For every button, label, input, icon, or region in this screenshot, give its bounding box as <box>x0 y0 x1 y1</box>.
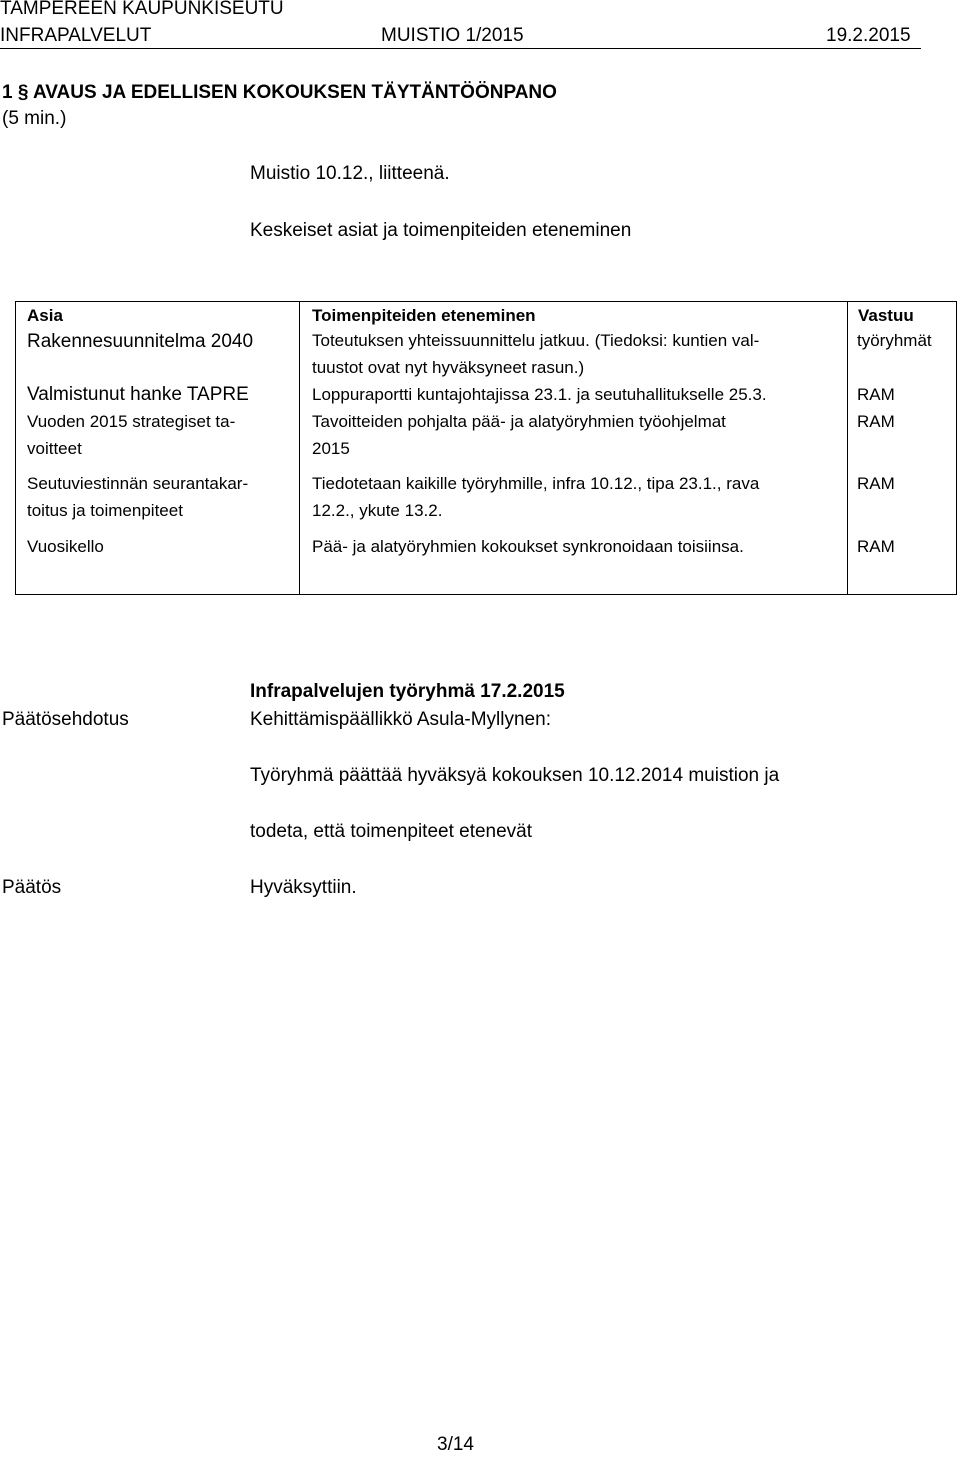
table-header-asia: Asia <box>27 306 63 325</box>
table-header-eteneminen: Toimenpiteiden eteneminen <box>312 306 536 325</box>
table-row-4-vastuu: RAM <box>857 474 895 493</box>
proposal-text-line2: todeta, että toimenpiteet etenevät <box>250 821 533 842</box>
header-rule <box>0 48 921 49</box>
table-row-5-asia: Vuosikello <box>27 537 104 556</box>
proposal-presenter: Kehittämispäällikkö Asula-Myllynen: <box>250 709 551 730</box>
decision-label: Päätös <box>2 877 62 898</box>
table-row-4-eteneminen-line2: 12.2., ykute 13.2. <box>312 501 443 520</box>
table-row-1-eteneminen-line1: Toteutuksen yhteissuunnittelu jatkuu. (Tiedoksi: kuntien val- <box>312 331 760 350</box>
proposal-group-heading: Infrapalvelujen työryhmä 17.2.2015 <box>250 681 565 702</box>
column-divider <box>847 302 848 594</box>
table-row-3-eteneminen-line2: 2015 <box>312 439 350 458</box>
table-row-3-vastuu: RAM <box>857 412 895 431</box>
header-org: TAMPEREEN KAUPUNKISEUTU <box>0 0 284 19</box>
table-row-4-eteneminen-line1: Tiedotetaan kaikille työryhmille, infra 10.12., tipa 23.1., rava <box>312 474 760 493</box>
actions-table <box>15 301 957 595</box>
table-row-3-eteneminen-line1: Tavoitteiden pohjalta pää- ja alatyöryhmien työohjelmat <box>312 412 726 431</box>
proposal-text-line1: Työryhmä päättää hyväksyä kokouksen 10.12.2014 muistion ja <box>250 765 780 786</box>
table-row-2-eteneminen: Loppuraportti kuntajohtajissa 23.1. ja seutuhallitukselle 25.3. <box>312 385 767 404</box>
table-row-1-vastuu: työryhmät <box>857 331 932 350</box>
table-header-vastuu: Vastuu <box>858 306 914 325</box>
table-row-1-eteneminen-line2: tuustot ovat nyt hyväksyneet rasun.) <box>312 358 585 377</box>
section-duration: (5 min.) <box>2 108 67 129</box>
table-row-1-asia: Rakennesuunnitelma 2040 <box>27 331 254 352</box>
table-row-4-asia-line1: Seutuviestinnän seurantakar- <box>27 474 249 493</box>
table-row-2-asia: Valmistunut hanke TAPRE <box>27 384 249 405</box>
column-divider <box>299 302 300 594</box>
key-issues-heading: Keskeiset asiat ja toimenpiteiden eteneminen <box>250 220 632 241</box>
table-row-2-vastuu: RAM <box>857 385 895 404</box>
memo-note: Muistio 10.12., liitteenä. <box>250 163 450 184</box>
table-row-5-eteneminen: Pää- ja alatyöryhmien kokoukset synkronoidaan toisiinsa. <box>312 537 744 556</box>
proposal-label: Päätösehdotus <box>2 709 129 730</box>
table-row-5-vastuu: RAM <box>857 537 895 556</box>
header-date: 19.2.2015 <box>826 25 911 46</box>
table-row-3-asia-line1: Vuoden 2015 strategiset ta- <box>27 412 236 431</box>
header-doc-number: MUISTIO 1/2015 <box>381 25 524 46</box>
page-number: 3/14 <box>437 1434 474 1455</box>
header-unit: INFRAPALVELUT <box>0 25 152 46</box>
section-title: 1 § AVAUS JA EDELLISEN KOKOUKSEN TÄYTÄNTÖÖNPANO <box>2 82 557 103</box>
table-row-4-asia-line2: toitus ja toimenpiteet <box>27 501 183 520</box>
table-row-3-asia-line2: voitteet <box>27 439 82 458</box>
decision-text: Hyväksyttiin. <box>250 877 357 898</box>
